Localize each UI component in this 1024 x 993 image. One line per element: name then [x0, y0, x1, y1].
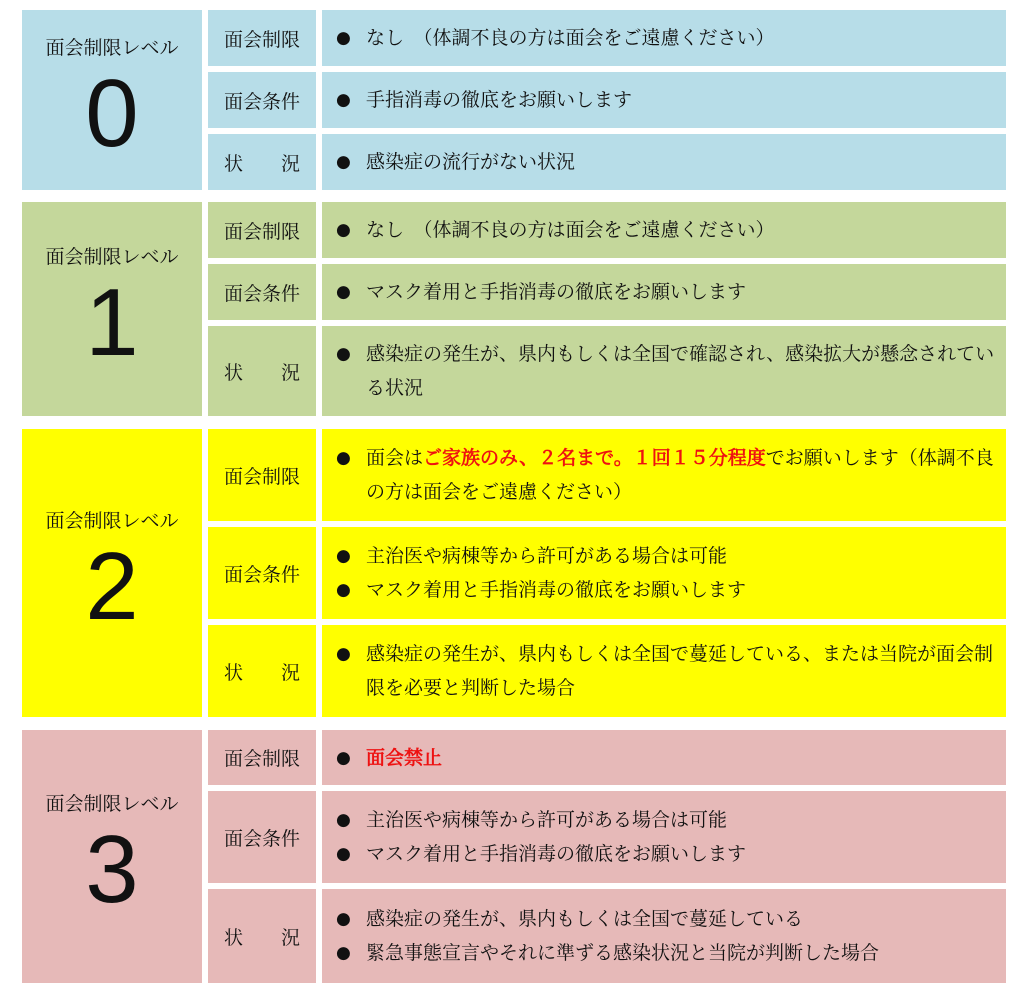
level-0-header [22, 10, 202, 190]
bullet-dot: ● [336, 90, 351, 110]
bullet-dot: ● [336, 282, 351, 302]
content-restriction [322, 202, 1006, 258]
bullet-item [336, 902, 998, 936]
level-3-block [22, 730, 1006, 983]
category-situation [208, 134, 316, 190]
bullet-item [336, 637, 998, 705]
category-conditions [208, 527, 316, 619]
bullet-dot: ● [336, 152, 351, 172]
bullet-dot: ● [336, 909, 351, 929]
level-label: 面会制限レベル [45, 245, 179, 268]
category-situation [208, 625, 316, 717]
category-restriction [208, 202, 316, 258]
bullet-item [336, 21, 998, 55]
bullet-item [336, 539, 998, 573]
content-restriction [322, 10, 1006, 66]
bullet-dot: ● [336, 844, 351, 864]
bullet-item [336, 741, 998, 775]
bullet-item [336, 837, 998, 871]
bullet-text: 面会はご家族のみ、２名まで。１回１５分程度でお願いします（体調不良の方は面会をご遠慮ください） [366, 447, 994, 503]
bullet-dot: ● [336, 943, 351, 963]
bullet-item [336, 145, 998, 179]
level-number: 3 [85, 816, 139, 923]
bullet-text: 緊急事態宣言やそれに準ずる感染状況と当院が判断した場合 [366, 942, 880, 964]
bullet-item [336, 275, 998, 309]
content-restriction [322, 730, 1006, 785]
bullet-dot: ● [336, 580, 351, 600]
category-restriction [208, 10, 316, 66]
content-restriction [322, 429, 1006, 521]
category-label: 状 況 [223, 926, 300, 949]
category-label: 面会条件 [223, 90, 300, 113]
level-0-block [22, 10, 1006, 190]
category-label: 状 況 [223, 661, 300, 684]
content-conditions [322, 264, 1006, 320]
emphasis-text: ご家族のみ、２名まで。１回１５分程度 [423, 447, 766, 469]
category-conditions [208, 791, 316, 883]
bullet-dot: ● [336, 220, 351, 240]
content-situation [322, 326, 1006, 416]
category-conditions [208, 264, 316, 320]
level-label: 面会制限レベル [45, 36, 179, 59]
category-label: 状 況 [223, 152, 300, 175]
level-1-block [22, 202, 1006, 416]
category-conditions [208, 72, 316, 128]
bullet-text: マスク着用と手指消毒の徹底をお願いします [366, 281, 747, 303]
bullet-dot: ● [336, 448, 351, 468]
bullet-item [336, 936, 998, 970]
level-label: 面会制限レベル [45, 793, 179, 815]
bullet-dot: ● [336, 28, 351, 48]
bullet-text: 感染症の流行がない状況 [366, 151, 576, 173]
category-situation [208, 889, 316, 983]
category-restriction [208, 730, 316, 785]
bullet-text [366, 741, 998, 775]
bullet-text: 感染症の発生が、県内もしくは全国で蔓延している、または当院が面会制限を必要と判断した場合 [366, 643, 994, 699]
content-situation [322, 134, 1006, 190]
category-label: 面会制限 [223, 748, 300, 770]
bullet-dot: ● [336, 810, 351, 830]
content-conditions [322, 527, 1006, 619]
level-number: 2 [85, 532, 139, 640]
bullet-text: なし （体調不良の方は面会をご遠慮ください） [366, 219, 775, 241]
content-situation [322, 889, 1006, 983]
category-label: 面会条件 [223, 827, 300, 850]
category-label: 面会条件 [223, 282, 300, 305]
bullet-item [336, 83, 998, 117]
bullet-text: マスク着用と手指消毒の徹底をお願いします [366, 579, 747, 601]
level-number: 0 [85, 59, 139, 167]
level-1-header [22, 202, 202, 416]
bullet-text: なし （体調不良の方は面会をご遠慮ください） [366, 27, 775, 49]
bullet-item [336, 803, 998, 837]
category-label: 面会制限 [223, 465, 300, 488]
bullet-text: マスク着用と手指消毒の徹底をお願いします [366, 843, 747, 865]
category-label: 状 況 [223, 361, 300, 384]
category-situation [208, 326, 316, 416]
category-restriction [208, 429, 316, 521]
bullet-text: 手指消毒の徹底をお願いします [366, 89, 633, 111]
bullet-text: 感染症の発生が、県内もしくは全国で確認され、感染拡大が懸念されている状況 [366, 343, 995, 399]
level-label: 面会制限レベル [45, 509, 179, 532]
level-3-header [22, 730, 202, 983]
bullet-dot: ● [336, 546, 351, 566]
bullet-item [336, 441, 998, 509]
bullet-dot: ● [336, 747, 351, 768]
emphasis-text: 面会禁止 [366, 746, 443, 769]
content-situation [322, 625, 1006, 717]
content-conditions [322, 72, 1006, 128]
bullet-item [336, 573, 998, 607]
bullet-item [336, 213, 998, 247]
level-2-block [22, 429, 1006, 717]
bullet-text: 感染症の発生が、県内もしくは全国で蔓延している [366, 908, 804, 930]
category-label: 面会制限 [223, 220, 300, 243]
level-2-header [22, 429, 202, 717]
bullet-item [336, 337, 998, 405]
content-conditions [322, 791, 1006, 883]
bullet-text: 主治医や病棟等から許可がある場合は可能 [366, 545, 728, 567]
category-label: 面会条件 [223, 563, 300, 586]
category-label: 面会制限 [223, 28, 300, 51]
bullet-dot: ● [336, 344, 351, 364]
bullet-dot: ● [336, 644, 351, 664]
level-number: 1 [85, 268, 139, 376]
bullet-text: 主治医や病棟等から許可がある場合は可能 [366, 809, 728, 831]
